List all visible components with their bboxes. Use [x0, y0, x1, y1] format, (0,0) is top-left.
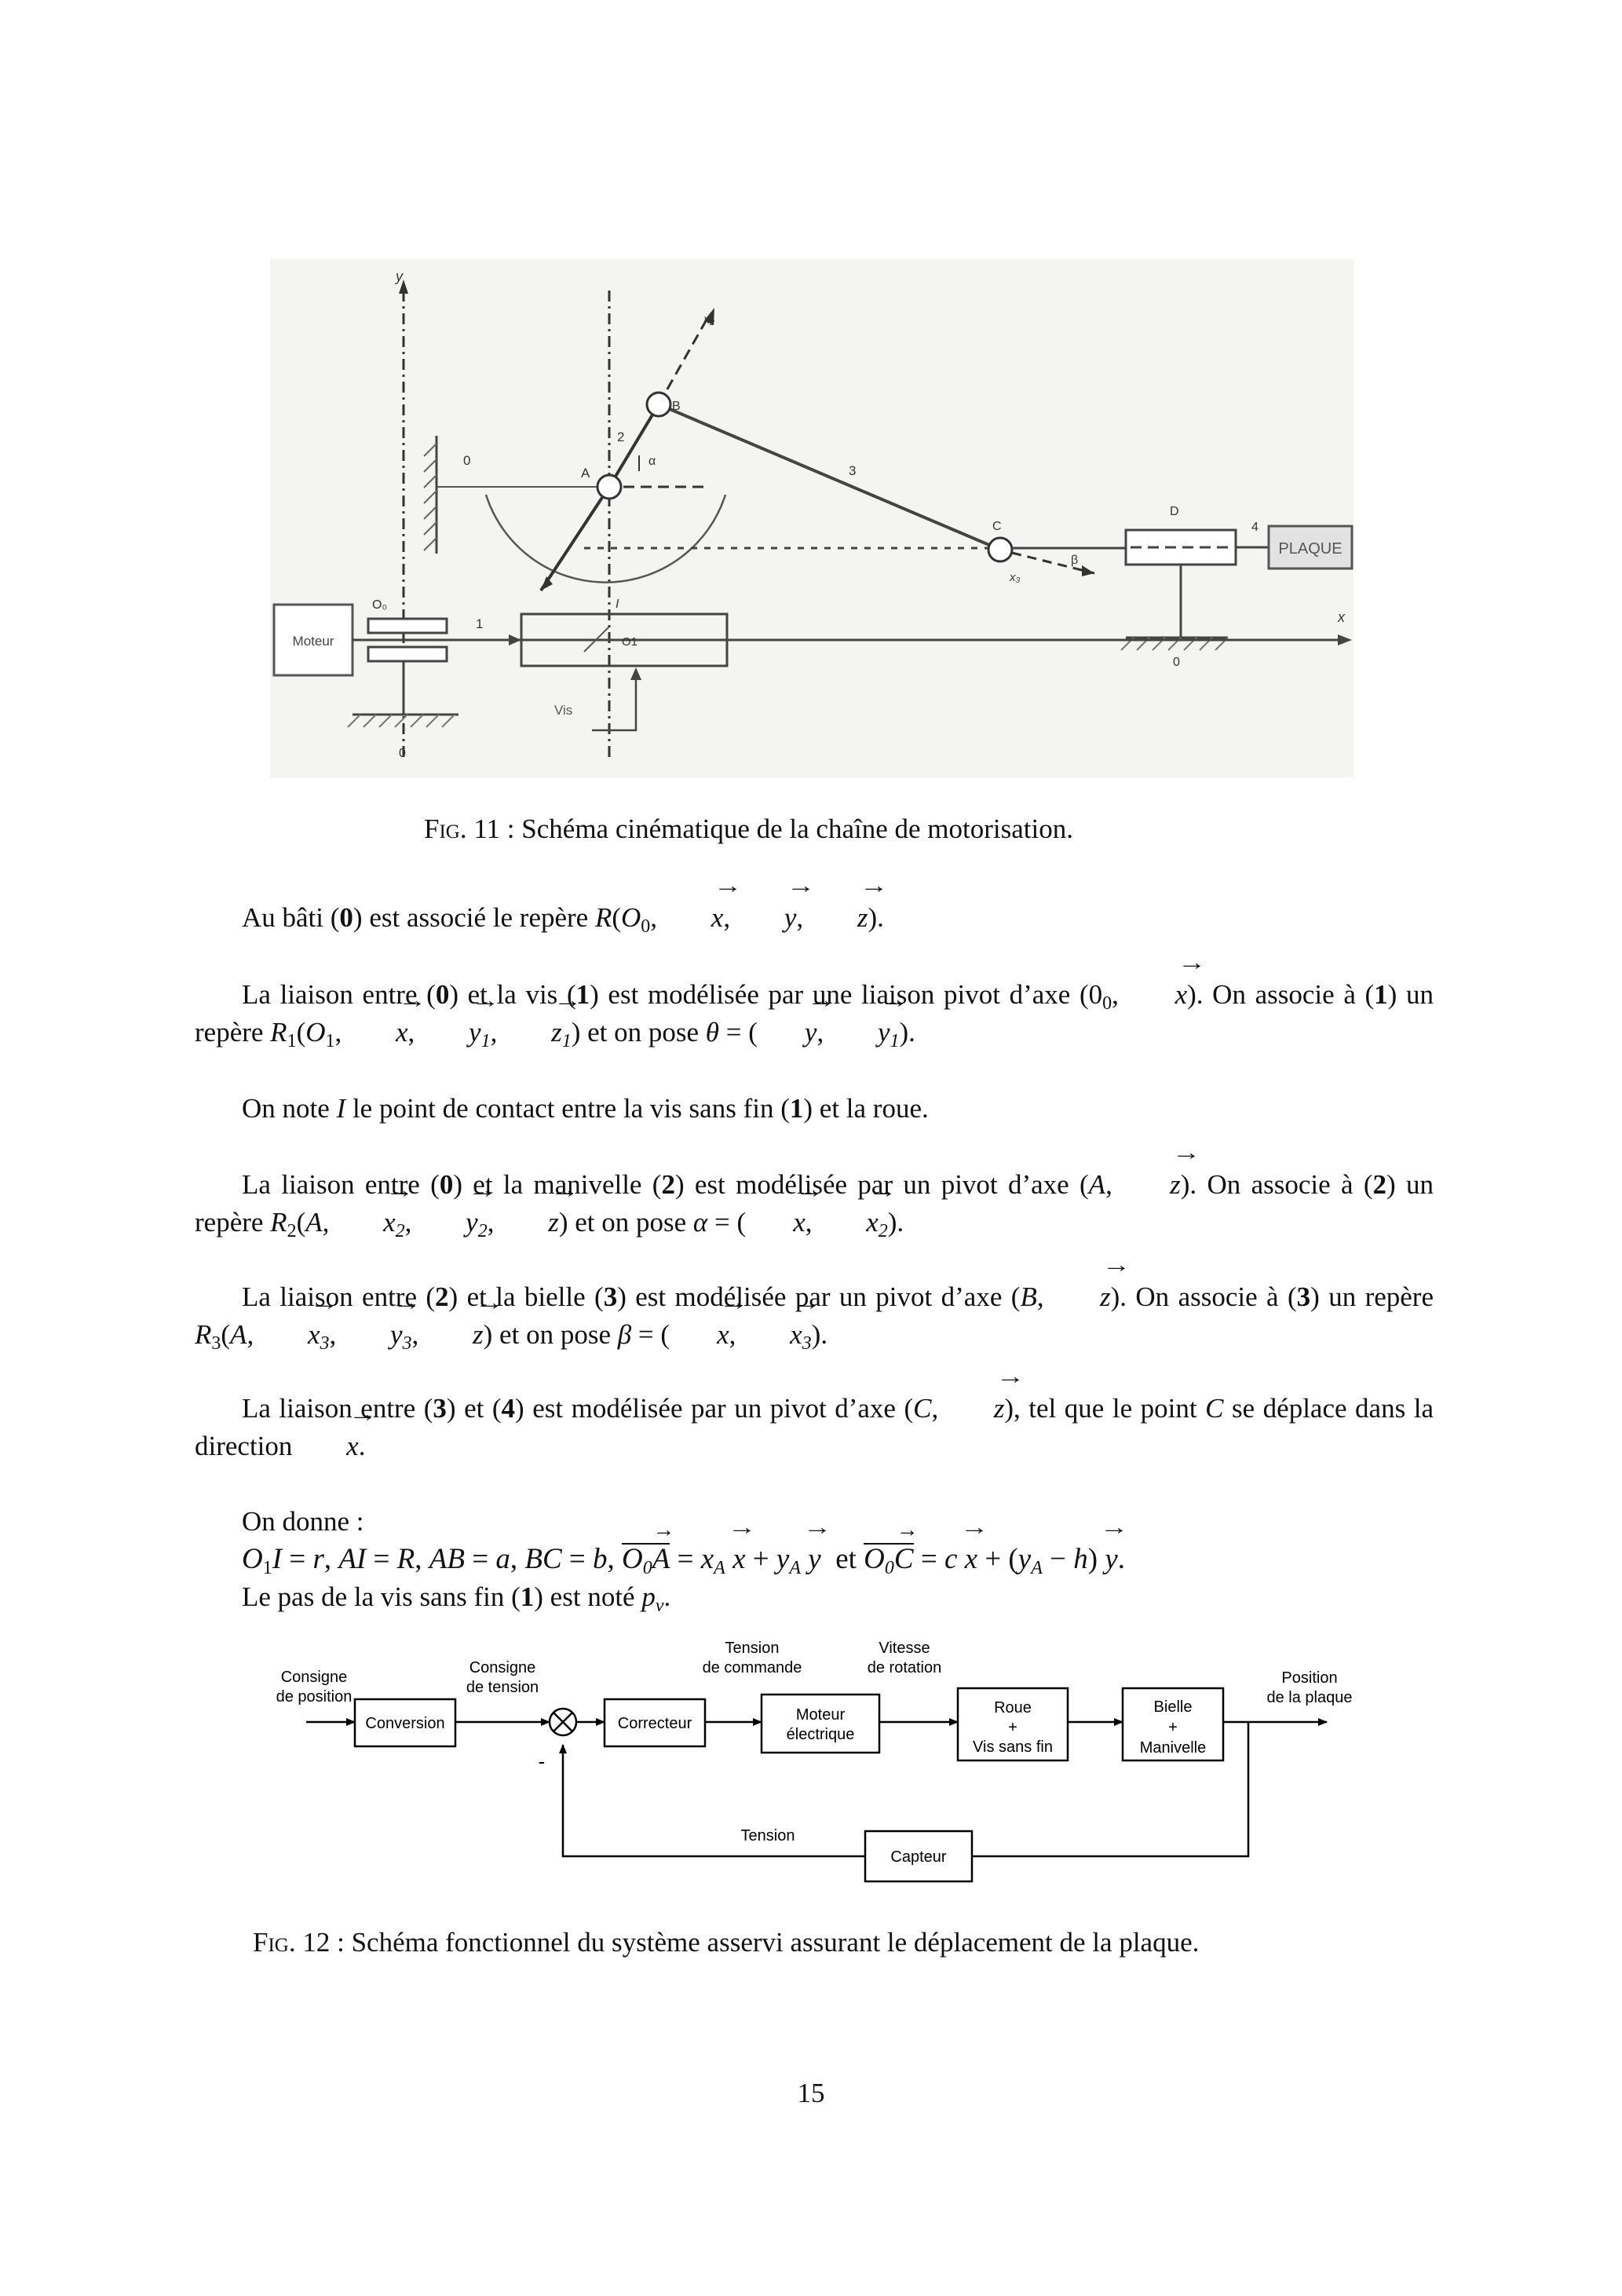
label-0-right: 0	[1173, 656, 1180, 669]
paragraph-1: Au bâti (0) est associé le repère $R(O_0$, → x, → y, → z).	[195, 899, 1434, 937]
paragraph-7	[242, 1503, 1435, 1616]
output-label-2: de la plaque	[1266, 1689, 1353, 1706]
paragraph-4: La liaison entre (0) et la manivelle (2) est modélisée par un pivot d’axe (A, → z). On associe à (2) un repère $R_2(A$, → $x_2$, → $y_2$, → z) et on pose α = (→ x, → $x_2$).	[195, 1166, 1434, 1241]
y-axis-label: y	[396, 269, 403, 284]
figure-12-caption-sep: :	[330, 1927, 352, 1958]
paragraph-5: La liaison entre (2) et la bielle (3) est modélisée par un pivot d’axe (B, → z). On associe à (3) un repère $R_3(A$, → $x_3$, → $y_3$, → z) et on pose β = (→ x, → $x_3$).	[195, 1278, 1434, 1354]
label-0-bottom: 0	[399, 747, 406, 760]
moteur-label-1: Moteur	[795, 1706, 846, 1724]
figure-11-caption-label: Fig. 11	[424, 813, 501, 844]
x3-label: x₃	[1010, 571, 1021, 584]
label-I: I	[616, 598, 619, 611]
figure-12-caption	[253, 1927, 1199, 1958]
x2-label: x₂	[703, 313, 715, 327]
figure-12-caption-label: Fig. 12	[253, 1927, 331, 1958]
bielle-label-1: Bielle	[1153, 1698, 1193, 1716]
conversion-label: Conversion	[365, 1715, 445, 1732]
bielle-label-2: +	[1168, 1719, 1178, 1736]
label-3: 3	[849, 463, 857, 478]
label-0-wall: 0	[463, 453, 471, 468]
feedback-left	[563, 1745, 865, 1856]
minus-sign: -	[538, 1749, 546, 1773]
joint-A	[597, 475, 621, 499]
motor-label: Moteur	[292, 634, 334, 649]
plaque-label: PLAQUE	[1278, 540, 1343, 558]
moteur-label-2: électrique	[786, 1726, 855, 1743]
figure-11-caption-text: Schéma cinématique de la chaîne de motorisation.	[521, 813, 1073, 844]
kinematic-diagram	[270, 259, 1353, 777]
paragraph-7-line1: $O_1I = r$, AI = R, AB = a, BC = b, $O_0A$ → = $x_A \to x + y_A \to y$ et $O_0C$ → = $c \to x + (y_A - h) \to y$.	[242, 1541, 1435, 1578]
input-label-1: Consigne	[280, 1669, 348, 1686]
bearing-bottom	[368, 647, 447, 661]
bearing-top	[368, 619, 447, 633]
label-1: 1	[476, 616, 484, 631]
tension-feedback-label: Tension	[740, 1827, 795, 1844]
roue-label-3: Vis sans fin	[973, 1738, 1053, 1756]
tension-commande-2: de commande	[702, 1659, 802, 1676]
paragraph-7-title: On donne :	[242, 1506, 364, 1537]
paragraph-6: La liaison entre (3) et (4) est modélisée par un pivot d’axe (C, → z), tel que le point C se déplace dans la direction → x.	[195, 1390, 1434, 1465]
paragraph-7-line2: Le pas de la vis sans fin (1) est noté $p_v$.	[242, 1581, 671, 1616]
roue-label-1: Roue	[994, 1699, 1032, 1717]
paragraph-2: La liaison entre (0) et la vis (1) est modélisée par une liaison pivot d’axe ($0_0$, → x). On associe à (1) un repère $R_1(O_1$, → x, → $y_1$, → $z_1$) et on pose θ = (→ y, → $y_1$).	[195, 976, 1434, 1051]
label-O0: O₀	[372, 598, 388, 612]
correcteur-label: Correcteur	[617, 1715, 692, 1732]
block-diagram	[259, 1633, 1390, 1892]
vis-label: Vis	[554, 703, 573, 718]
label-B: B	[672, 400, 681, 413]
joint-C	[988, 538, 1012, 561]
alpha-label: α	[648, 455, 656, 468]
consigne-tension-2: de tension	[466, 1679, 539, 1696]
figure-background	[270, 259, 1353, 777]
joint-B	[647, 393, 670, 416]
output-label-1: Position	[1281, 1669, 1338, 1687]
tension-commande-1: Tension	[725, 1640, 780, 1657]
label-D: D	[1170, 505, 1179, 518]
capteur-label: Capteur	[890, 1848, 947, 1866]
consigne-tension-1: Consigne	[469, 1659, 536, 1676]
bielle-label-3: Manivelle	[1139, 1739, 1207, 1757]
vitesse-label-2: de rotation	[867, 1659, 942, 1676]
roue-label-2: +	[1008, 1719, 1017, 1736]
input-label-2: de position	[276, 1688, 353, 1706]
x-axis-label: x	[1338, 609, 1345, 625]
label-2: 2	[617, 430, 625, 444]
label-4: 4	[1251, 521, 1259, 534]
paragraph-3: On note I le point de contact entre la vis sans fin (1) et la roue.	[242, 1093, 929, 1124]
page-number: 15	[797, 2078, 825, 2108]
figure-11-caption	[424, 813, 1073, 845]
figure-11-caption-sep: :	[500, 813, 522, 844]
beta-label: β	[1071, 554, 1079, 567]
moteur-block	[762, 1695, 879, 1753]
label-A: A	[581, 466, 590, 481]
figure-12-caption-text: Schéma fonctionnel du système asservi assurant le déplacement de la plaque.	[351, 1927, 1200, 1958]
label-O1: O1	[622, 635, 638, 649]
label-C: C	[992, 520, 1002, 533]
vitesse-label-1: Vitesse	[879, 1640, 930, 1657]
